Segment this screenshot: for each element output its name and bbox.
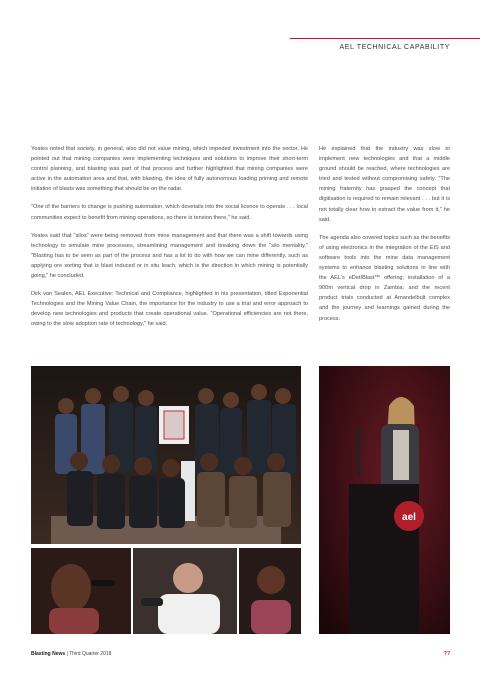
- page-number: ??: [443, 651, 450, 657]
- paragraph: Dirk van Sealen, AEL Executive: Technical and Compliance, highlighted in his presentation, titled Exponential Technologies and the Mining Value Chain, the importance for the industry to use a trial and error approach to develop new technologies and products that create operational value. "Operational efficiencies are not there, owing to the slow adoption rate of technology," he said.: [31, 291, 308, 328]
- paragraph: Yeates noted that society, in general, also did not value mining, which impeded investment into the sector. He pointed out that mining companies were implementing techniques and solutions to improve their short-term control planning, and blasting was part of that process and further highlighted that mining companies were active in the automation area and that, with blasting, the idea of fully autonomous loading priming and remote initiation of blasts was something that should be on the radar.: [31, 146, 308, 193]
- speaker-podium-photo: [319, 366, 450, 634]
- group-photo: [31, 366, 301, 544]
- paragraph: He explained that the industry was slow to implement new technologies and that a middle ground should be reached, where technologies are tried and tested without compromising safety. "The mining fraternity has grasped the concept that digitisation is required to remain relevant . . . but it is not totally clear how to extract the value from it," he said.: [319, 146, 450, 223]
- footer-separator: |: [66, 651, 70, 657]
- paragraph: The agenda also covered topics such as the benefits of using electronics in the integration of the EIS and software tools into the mine data management systems to enhance blasting solutions in line with the AEL's eDetIBlast™ offering; installation of a 900m vertical drop in Zambia; and the recent product trials conducted at Amandelbult complex and the journey and learnings gained during the process.: [319, 234, 450, 322]
- header-rule: [290, 38, 480, 39]
- issue-label: Third Quarter 2018: [69, 651, 112, 657]
- section-title: AEL TECHNICAL CAPABILITY: [339, 44, 450, 51]
- paragraph: "One of the barriers to change is pushing automation, which dovetails into the social licence to operate . . . local communities expect to benefit from mining operations, so there is tension there," he said.: [31, 204, 308, 221]
- publication-name: Blasting News: [31, 651, 66, 657]
- audience-photo-girl: [31, 548, 131, 634]
- left-text-column: [31, 144, 308, 338]
- right-text-column: [319, 144, 450, 332]
- audience-photo-woman: [239, 548, 301, 634]
- audience-photo-man: [133, 548, 237, 634]
- svg-text:ael: ael: [402, 512, 416, 523]
- paragraph: Yeates said that "silos" were being removed from mine management and that there was a shift towards using technology to simulate mine processes, streamlining management and breaking down the "silo mentality." "Blasting has to be seen as part of the process and has a lot to do with how we can mine differently, such as applying ore sorting that is blast induced or in situ leach, which is the direction in which mining is potentially going," he concluded.: [31, 232, 308, 280]
- footer: [31, 651, 111, 657]
